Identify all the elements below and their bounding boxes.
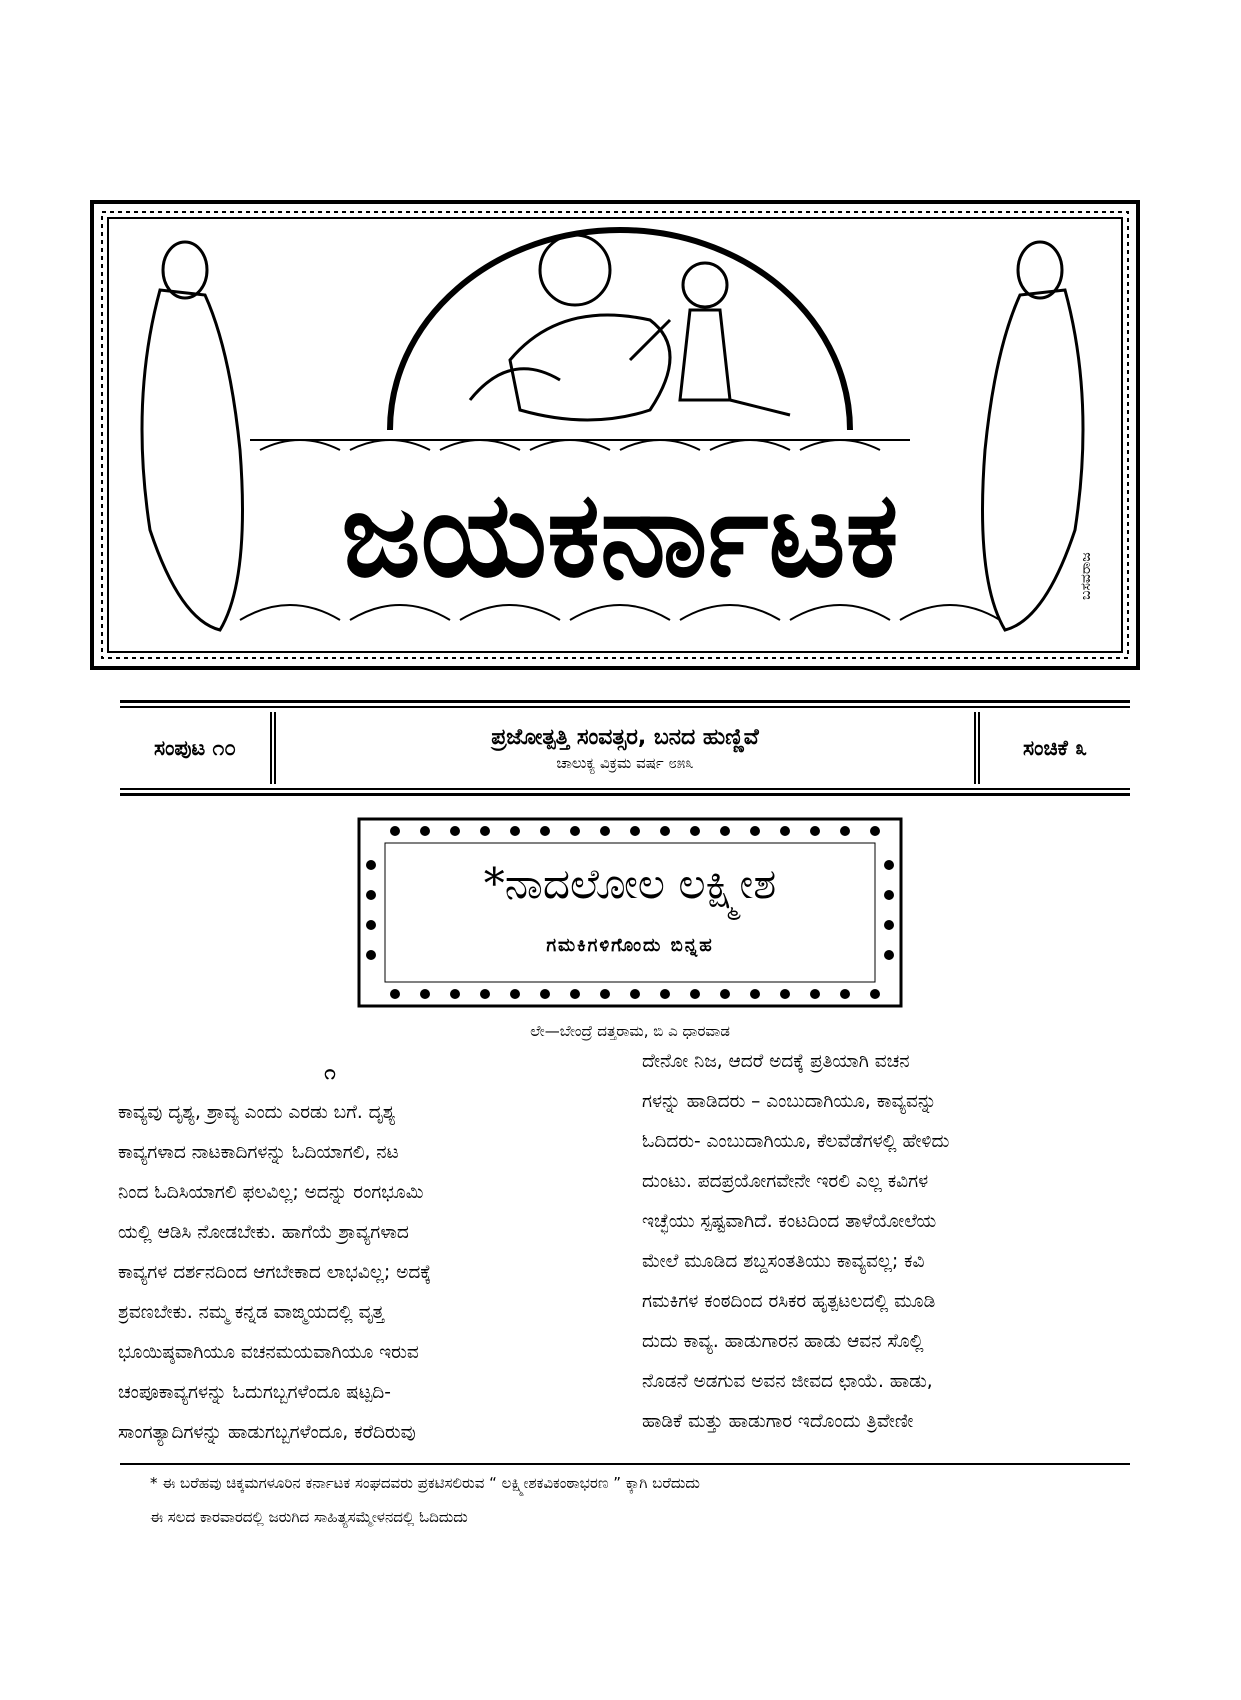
masthead-illustration — [90, 200, 1140, 670]
text-line: ಶ್ರವಣಬೇಕು. ನಮ್ಮ ಕನ್ನಡ ವಾಙ್ಮಯದಲ್ಲಿ ವೃತ್ತ — [118, 1302, 385, 1323]
section-number: ೧ — [324, 1060, 336, 1084]
text-line: ಇಚ್ಛೆಯು ಸ್ಪಷ್ಟವಾಗಿದೆ. ಕಂಟದಿಂದ ತಾಳೆಯೋಲೆಯ — [642, 1211, 937, 1232]
text-line: ಭೂಯಿಷ್ಠವಾಗಿಯೂ ವಚನಮಯವಾಗಿಯೂ ಇರುವ — [118, 1342, 419, 1363]
ornamental-frame — [355, 815, 905, 1010]
fleuron-row-top — [390, 826, 880, 836]
footnote-line: ಈ ಸಲದ ಕಾರವಾರದಲ್ಲಿ ಜರುಗಿದ ಸಾಹಿತ್ಯಸಮ್ಮೇಳನದಲ್ಲಿ ಓದಿದುದು — [150, 1508, 468, 1526]
masthead — [90, 200, 1140, 670]
article-subtitle: ಗಮಕಿಗಳಿಗೊಂದು ಬಿನ್ನಹ — [546, 935, 714, 956]
text-line: ಸಾಂಗತ್ಯಾದಿಗಳನ್ನು ಹಾಡುಗಬ್ಬಗಳೆಂದೂ, ಕರೆದಿರುವು — [118, 1422, 416, 1443]
arch — [390, 230, 850, 430]
info-rule-top-2 — [120, 706, 1130, 708]
article-title: *ನಾದಲೋಲ ಲಕ್ಷ್ಮೀಶ — [483, 859, 777, 908]
volume-label: ಸಂಪುಟ ೧೦ — [153, 735, 237, 760]
text-line: ದೇನೋ ನಿಜ, ಆದರೆ ಅದಕ್ಕೆ ಪ್ರತಿಯಾಗಿ ವಚನ — [642, 1051, 910, 1072]
era-line: ಚಾಲುಕ್ಯ ವಿಕ್ರಮ ವರ್ಷ ೮೫೩ — [556, 753, 694, 772]
info-rule-top-1 — [120, 700, 1130, 703]
year-line: ಪ್ರಜೋತ್ಪತ್ತಿ ಸಂವತ್ಸರ, ಬನದ ಹುಣ್ಣಿವೆ — [491, 724, 759, 750]
issue-label: ಸಂಚಿಕೆ ೩ — [1023, 735, 1087, 760]
footnote-line: * ಈ ಬರೆಹವು ಚಿಕ್ಕಮಗಳೂರಿನ ಕರ್ನಾಟಕ ಸಂಘದವರು ಪ್ರಕಟಿಸಲಿರುವ “ ಲಕ್ಷ್ಮೀಶಕವಿಕಂಠಾಭರಣ ” ಕ್ಕಾಗಿ ಬರೆದುದು — [150, 1474, 700, 1492]
date-block — [276, 712, 974, 784]
left-maiden-figure — [142, 242, 243, 630]
warrior-figure — [630, 263, 790, 415]
artist-signature: ಬಸವರಾಜ — [1078, 552, 1094, 600]
text-line: ಕಾವ್ಯವು ದೃಶ್ಯ, ಶ್ರಾವ್ಯ ಎಂದು ಎರಡು ಬಗೆ. ದೃಶ್ಯ — [118, 1102, 396, 1123]
text-line: ದುದು ಕಾವ್ಯ. ಹಾಡುಗಾರನ ಹಾಡು ಆವನ ಸೊಲ್ಲಿ — [642, 1331, 924, 1352]
article-title-box — [355, 815, 905, 1010]
text-line: ಚಂಪೂಕಾವ್ಯಗಳನ್ನು ಓದುಗಬ್ಬಗಳೆಂದೂ ಷಟ್ಪದಿ- — [118, 1382, 391, 1403]
text-line: ಗಮಕಿಗಳ ಕಂಠದಿಂದ ರಸಿಕರ ಹೃತ್ಪಟಲದಲ್ಲಿ ಮೂಡಿ — [642, 1291, 936, 1312]
text-line: ಕಾವ್ಯಗಳಾದ ನಾಟಕಾದಿಗಳನ್ನು ಓದಿಯಾಗಲಿ, ನಟ — [118, 1142, 399, 1163]
text-line: ದುಂಟು. ಪದಪ್ರಯೋಗವೇನೇ ಇರಲಿ ಎಲ್ಲ ಕವಿಗಳ — [642, 1171, 929, 1192]
text-line: ನೊಡನೆ ಅಡಗುವ ಅವನ ಜೀವದ ಛಾಯೆ. ಹಾಡು, — [642, 1371, 933, 1392]
info-rule-bottom-1 — [120, 788, 1130, 790]
text-line: ಯಲ್ಲಿ ಆಡಿಸಿ ನೋಡಬೇಕು. ಹಾಗೆಯೆ ಶ್ರಾವ್ಯಗಳಾದ — [118, 1222, 409, 1243]
text-line: ಓದಿದರು- ಎಂಬುದಾಗಿಯೂ, ಕೆಲವೆಡೆಗಳಲ್ಲಿ ಹೇಳಿದು — [642, 1131, 950, 1152]
text-line: ಗಳನ್ನು ಹಾಡಿದರು – ಎಂಬುದಾಗಿಯೂ, ಕಾವ್ಯವನ್ನು — [642, 1091, 937, 1112]
text-line: ಮೇಲೆ ಮೂಡಿದ ಶಬ್ದಸಂತತಿಯು ಕಾವ್ಯವಲ್ಲ; ಕವಿ — [642, 1251, 925, 1272]
text-line: ನಿಂದ ಓದಿಸಿಯಾಗಲಿ ಫಲವಿಲ್ಲ; ಅದನ್ನು ರಂಗಭೂಮಿ — [118, 1182, 424, 1203]
masthead-title: ಜಯಕರ್ನಾಟಕ — [341, 465, 899, 603]
left-column — [118, 1093, 623, 1453]
info-bar — [120, 712, 1130, 784]
fleuron-row-bottom — [390, 989, 880, 999]
footnote — [150, 1466, 1140, 1534]
byline: ಲೇ—ಬೇಂದ್ರೆ ದತ್ತರಾಮ, ಬಿ ಎ ಧಾರವಾಡ — [530, 1022, 730, 1040]
right-column — [642, 1042, 1147, 1442]
text-line: ಹಾಡಿಕೆ ಮತ್ತು ಹಾಡುಗಾರ ಇದೊಂದು ತ್ರಿವೇಣೀ — [642, 1411, 914, 1432]
right-maiden-figure — [983, 242, 1084, 630]
lion-figure — [470, 235, 670, 420]
text-line: ಕಾವ್ಯಗಳ ದರ್ಶನದಿಂದ ಆಗಬೇಕಾದ ಲಾಭವಿಲ್ಲ; ಅದಕ್ಕೆ — [118, 1262, 432, 1283]
info-rule-bottom-2 — [120, 793, 1130, 796]
footnote-rule — [120, 1463, 1130, 1465]
